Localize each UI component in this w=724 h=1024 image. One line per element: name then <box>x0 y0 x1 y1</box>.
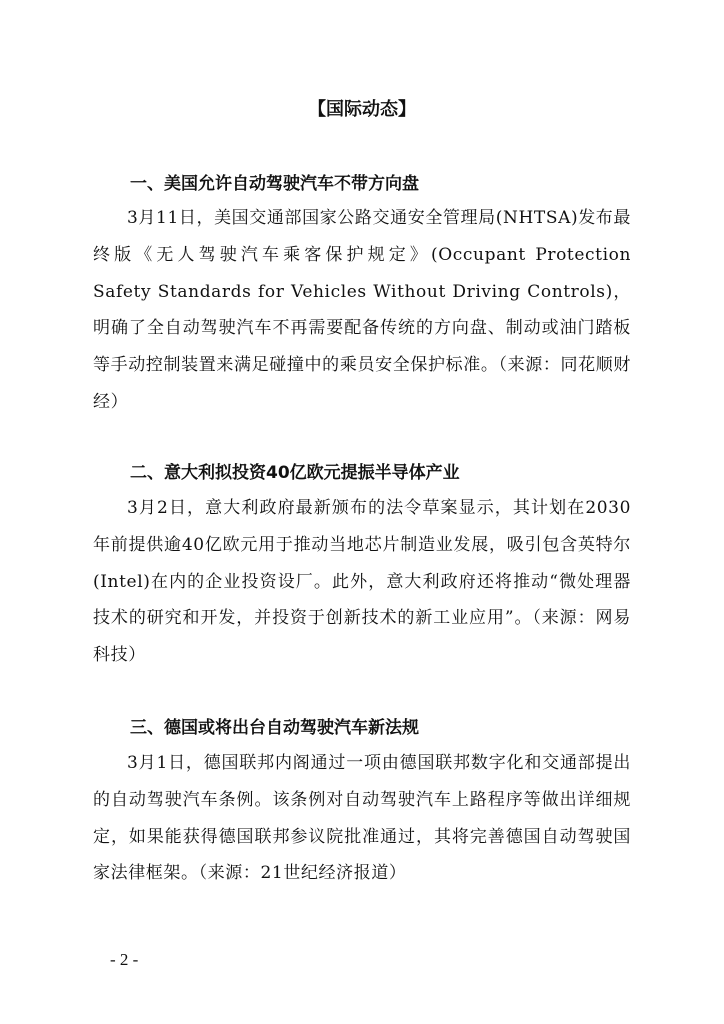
section-header: 【国际动态】 <box>308 99 416 120</box>
page-number: - 2 - <box>110 950 139 969</box>
item-body-3: 3月1日，德国联邦内阁通过一项由德国联邦数字化和交通部提出的自动驾驶汽车条例。该条例对自动驾驶汽车上路程序等做出详细规定，如果能获得德国联邦参议院批准通过，其将完善德国自动驾驶国家法律框架。（来源：21世纪经济报道） <box>93 753 631 884</box>
item-heading-1: 一、美国允许自动驾驶汽车不带方向盘 <box>130 174 419 194</box>
item-heading-3: 三、德国或将出台自动驾驶汽车新法规 <box>130 718 419 738</box>
item-body-2: 3月2日，意大利政府最新颁布的法令草案显示，其计划在2030年前提供逾40亿欧元用于推动当地芯片制造业发展，吸引包含英特尔(Intel)在内的企业投资设厂。此外，意大利政府还将推动“微处理器技术的研究和开发，并投资于创新技术的新工业应用”。（来源：网易科技） <box>93 498 631 666</box>
item-body-1: 3月11日，美国交通部国家公路交通安全管理局(NHTSA)发布最终版《无人驾驶汽车乘客保护规定》(Occupant Protection Safety Standards for Vehicles Without Driving Controls)，明确了全自动驾驶汽车不再需要配备传统的方向盘、制动或油门踏板等手动控制装置来满足碰撞中的乘员安全保护标准。（来源：同花顺财经） <box>93 208 631 412</box>
item-heading-2: 二、意大利拟投资40亿欧元提振半导体产业 <box>130 463 460 483</box>
